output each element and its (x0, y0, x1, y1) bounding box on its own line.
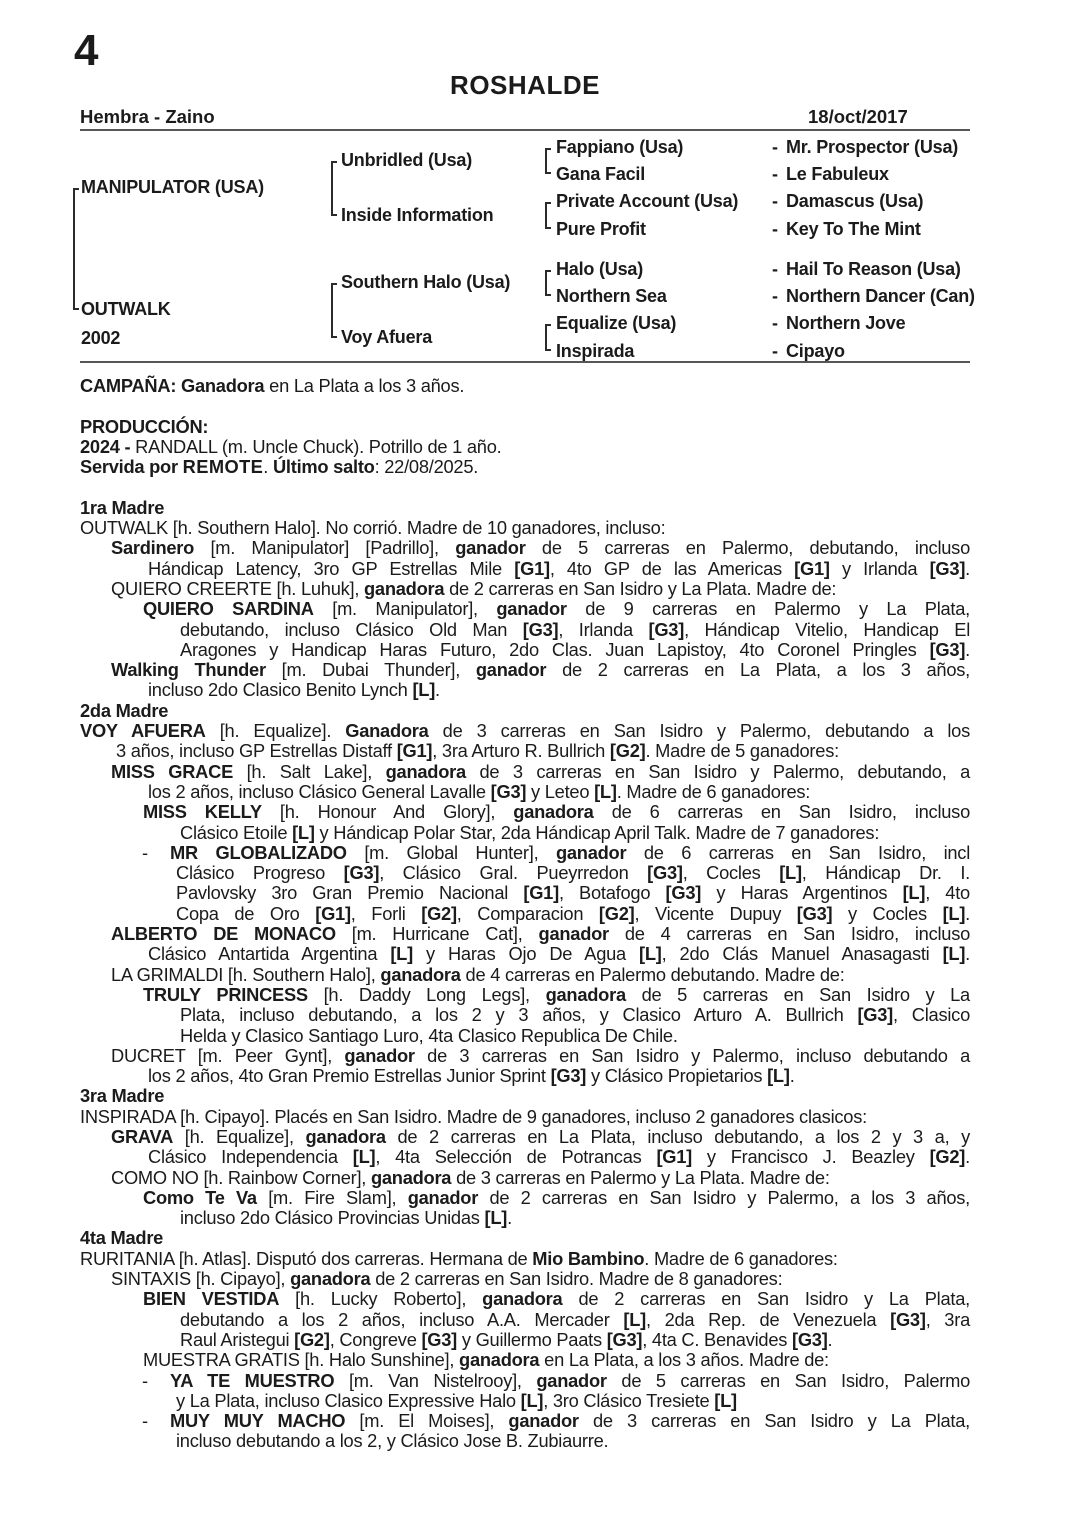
text-segment: YA TE MUESTRO (170, 1369, 335, 1391)
text-segment: [L] (714, 1389, 737, 1411)
text-segment: de 2 carreras en San Isidro y Palermo, a los 3 años, (478, 1186, 970, 1208)
text-segment: ganador (536, 1369, 607, 1391)
text-segment: . Madre de 6 ganadores: (644, 1247, 838, 1269)
text-segment: Clásico Etoile (180, 821, 293, 843)
blank-line (80, 396, 970, 416)
text-segment: GRAVA (111, 1125, 174, 1147)
text-segment: [G3] (857, 1004, 894, 1026)
text-segment: , Clásico Gral. Pueyrredon (379, 862, 648, 884)
text-segment: y Hándicap Polar Star, 2da Hándicap April Talk. Madre de 7 ganadores: (314, 821, 880, 843)
body-line (80, 1391, 970, 1411)
body-line (80, 1168, 970, 1188)
text-segment: [L] (594, 780, 617, 802)
pedigree-gen4-name: Key To The Mint (786, 219, 921, 239)
text-segment: ganador (508, 1410, 579, 1432)
text-segment: de 2 carreras en San Isidro y La Plata, (562, 1288, 970, 1310)
text-segment: , Botafogo (558, 882, 666, 904)
text-segment: de 6 carreras en San Isidro, incluso (593, 801, 970, 823)
blank-line (80, 477, 970, 497)
text-segment: , Forli (350, 902, 422, 924)
section-heading: PRODUCCIÓN: (80, 415, 209, 437)
body-line (80, 904, 970, 924)
body-line (80, 843, 970, 863)
text-segment: en La Plata, a los 3 años. Madre de: (539, 1349, 829, 1371)
pedigree-dam: OUTWALK (81, 299, 171, 319)
text-segment: de 3 carreras en San Isidro y La Plata, (578, 1410, 970, 1432)
text-segment: [G1] (656, 1146, 692, 1168)
text-segment: MISS KELLY (143, 801, 262, 823)
text-segment: . (827, 1328, 833, 1350)
pedigree-dash: - (772, 191, 778, 211)
pedigree-gen3-name: Halo (Usa) (556, 259, 644, 279)
text-segment: [G3] (522, 618, 559, 640)
text-segment: incluso 2do Clásico Provincias Unidas (180, 1207, 485, 1229)
pedigree-gen2-name: Unbridled (Usa) (341, 150, 473, 170)
text-segment: [L] (942, 902, 966, 924)
text-segment: [m. Manipulator], (313, 598, 497, 620)
text-segment: ganadora (305, 1125, 386, 1147)
text-segment: [G3] (929, 557, 966, 579)
body-line (80, 1371, 970, 1391)
text-segment: Clásico Independencia (148, 1146, 353, 1168)
text-segment: y Francisco J. Beazley (692, 1146, 930, 1168)
pedigree-bracket (545, 148, 551, 174)
body-line (80, 1107, 970, 1127)
text-segment: Clásico Progreso (176, 862, 344, 884)
pedigree-gen4-name: Northern Jove (786, 313, 906, 333)
text-segment: LA GRIMALDI [h. Southern Halo], (111, 963, 381, 985)
text-segment: [L] (639, 943, 662, 965)
text-segment: [L] (352, 1146, 376, 1168)
text-segment: [L] (292, 821, 315, 843)
text-segment: RANDALL (m. Uncle Chuck). Potrillo de 1 año. (135, 435, 502, 457)
text-segment: MISS GRACE (111, 760, 234, 782)
pedigree-gen3-name: Pure Profit (556, 219, 646, 239)
text-segment: ganadora (385, 760, 466, 782)
text-segment: [h. Daddy Long Legs], (307, 983, 546, 1005)
text-segment: , 4to (925, 882, 970, 904)
text-segment: , 2do Clás Manuel Anasagasti (661, 943, 943, 965)
dash-bullet: - (142, 841, 148, 863)
text-segment: Pavlovsky 3ro Gran Premio Nacional (176, 882, 524, 904)
pedigree-gen3-name: Inspirada (556, 341, 635, 361)
text-segment: de 3 carreras en San Isidro y Palermo, debutando, a (465, 760, 971, 782)
text-segment: [G2] (609, 740, 646, 762)
text-segment: de 3 carreras en Palermo y La Plata. Madre de: (451, 1166, 830, 1188)
text-segment: Hándicap Latency, 3ro GP Estrellas Mile (148, 557, 515, 579)
text-segment: ganadora (482, 1288, 563, 1310)
text-segment: de 2 carreras en San Isidro y La Plata. Madre de: (444, 577, 837, 599)
text-segment: COMO NO [h. Rainbow Corner], (111, 1166, 371, 1188)
text-segment: Walking Thunder (111, 659, 266, 681)
text-segment: , Vicente Dupuy (634, 902, 797, 924)
text-segment: [G3] (606, 1328, 643, 1350)
text-segment: incluso 2do Clasico Benito Lynch (148, 679, 413, 701)
text-segment: [G1] (315, 902, 351, 924)
text-segment: ganador (555, 841, 627, 863)
body-line (80, 1188, 970, 1208)
text-segment: REMOTE (182, 456, 264, 478)
body-line (80, 944, 970, 964)
text-segment: , 3ra (925, 1308, 970, 1330)
body-line (80, 640, 970, 660)
text-segment: y Leteo (526, 780, 595, 802)
text-segment: de 5 carreras en San Isidro y La (625, 983, 970, 1005)
text-segment: [G3] (791, 1328, 828, 1350)
body-line (80, 1330, 970, 1350)
page-number: 4 (74, 26, 98, 75)
text-segment: [G3] (490, 780, 527, 802)
text-segment: 2024 - (80, 435, 136, 457)
text-segment: , 2da Rep. de Venezuela (645, 1308, 891, 1330)
sex-coat-label: Hembra - Zaino (80, 106, 215, 127)
text-segment: 3 años, incluso GP Estrellas Distaff (116, 740, 397, 762)
text-segment: , 4ta C. Benavides (642, 1328, 792, 1350)
body-line (80, 1147, 970, 1167)
text-segment: Plata, incluso debutando, a los 2 y 3 años, y Clasico Arturo A. Bullrich (180, 1004, 858, 1026)
text-segment: : 22/08/2025. (374, 456, 479, 478)
text-segment: [G3] (665, 882, 702, 904)
dash-bullet: - (142, 1369, 148, 1391)
text-segment: Helda y Clasico Santiago Luro, 4ta Clasico Republica De Chile. (180, 1024, 678, 1046)
text-segment: [L] (412, 679, 436, 701)
text-segment: de 6 carreras en San Isidro, incl (626, 841, 971, 863)
text-segment: Servida por (80, 456, 183, 478)
body-line (80, 538, 970, 558)
body-line (80, 1411, 970, 1431)
text-segment: ganador (344, 1044, 415, 1066)
pedigree-gen2-name: Inside Information (341, 205, 494, 225)
text-segment: INSPIRADA [h. Cipayo]. Placés en San Isidro. Madre de 9 ganadores, incluso 2 ganadores clasicos: (80, 1105, 867, 1127)
body-line (80, 1289, 970, 1309)
text-segment: de 4 carreras en Palermo debutando. Madre de: (460, 963, 845, 985)
text-segment: ganadora (370, 1166, 452, 1188)
pedigree-bracket (73, 188, 79, 310)
text-segment: Ganadora (345, 720, 429, 742)
text-segment: [m. Global Hunter], (346, 841, 556, 863)
pedigree-gen3-name: Fappiano (Usa) (556, 137, 684, 157)
text-segment: de 2 carreras en La Plata, incluso debutando, a los 2 y 3 a, y (385, 1125, 970, 1147)
text-segment: incluso debutando a los 2, y Clásico Jose B. Zubiaurre. (176, 1430, 609, 1452)
text-segment: . (965, 902, 970, 924)
pedigree-dash: - (772, 164, 778, 184)
text-segment: Raul Aristegui (180, 1328, 295, 1350)
body-line (80, 721, 970, 741)
text-segment: en La Plata a los 3 años. (264, 375, 465, 396)
body-line (80, 660, 970, 680)
pedigree-dash: - (772, 219, 778, 239)
body-line (80, 1350, 970, 1370)
text-segment: MUY MUY MACHO (170, 1410, 346, 1432)
text-segment: MUESTRA GRATIS [h. Halo Sunshine], (143, 1349, 460, 1371)
text-segment: , Irlanda (558, 618, 649, 640)
text-segment: [L] (779, 862, 802, 884)
body-line (80, 376, 970, 396)
text-segment: [m. Hurricane Cat], (335, 923, 539, 945)
text-segment: . Madre de 5 ganadores: (645, 740, 839, 762)
section-heading: 4ta Madre (80, 1227, 164, 1249)
body-line (80, 518, 970, 538)
section-heading: 1ra Madre (80, 496, 165, 518)
pedigree-sire: MANIPULATOR (USA) (81, 177, 264, 197)
text-segment: [m. El Moises], (345, 1410, 509, 1432)
text-segment: , 4ta Selección de Potrancas (375, 1146, 657, 1168)
body-line (80, 741, 970, 761)
text-segment: y Haras Argentinos (701, 882, 903, 904)
body-line (80, 579, 970, 599)
text-segment: ganadora (459, 1349, 540, 1371)
text-segment: . (263, 456, 273, 478)
pedigree-dash: - (772, 259, 778, 279)
pedigree-gen4-name: Le Fabuleux (786, 164, 889, 184)
text-segment: de 2 carreras en San Isidro. Madre de 8 ganadores: (370, 1268, 783, 1290)
text-segment: [G3] (648, 618, 685, 640)
text-segment: [G2] (421, 902, 457, 924)
text-segment: , Hándicap Dr. I. (801, 862, 971, 884)
text-segment: , Congreve (329, 1328, 422, 1350)
text-segment: de 2 carreras en La Plata, a los 3 años, (546, 659, 970, 681)
text-segment: Como Te Va (143, 1186, 257, 1208)
text-segment: [G3] (421, 1328, 458, 1350)
pedigree-rule (80, 361, 970, 363)
body-line (80, 1066, 970, 1086)
text-segment: de 3 carreras en San Isidro y Palermo, incluso debutando a (414, 1044, 970, 1066)
body-line (80, 1431, 970, 1451)
body-line (80, 620, 970, 640)
text-segment: [h. Equalize], (173, 1125, 306, 1147)
text-segment: de 4 carreras en San Isidro, incluso (608, 923, 971, 945)
text-segment: , 3ra Arturo R. Bullrich (432, 740, 610, 762)
text-segment: [G1] (794, 557, 830, 579)
text-segment: . (965, 557, 970, 579)
text-segment: Último salto (272, 456, 375, 478)
text-segment: . Madre de 6 ganadores: (616, 780, 811, 802)
text-segment: ganadora (290, 1268, 371, 1290)
text-segment: DUCRET [m. Peer Gynt], (111, 1044, 345, 1066)
text-segment: [G3] (890, 1308, 926, 1330)
text-segment: de 5 carreras en Palermo, debutando, incluso (525, 537, 970, 559)
body-line (80, 823, 970, 843)
text-segment: [m. Dubai Thunder], (265, 659, 476, 681)
text-segment: , 3ro Clásico Tresiete (543, 1389, 715, 1411)
text-segment: . (507, 1207, 512, 1229)
text-segment: . (965, 943, 970, 965)
pedigree-gen3-name: Gana Facil (556, 164, 646, 184)
text-segment: ganador (538, 923, 609, 945)
text-segment: [G1] (396, 740, 433, 762)
pedigree-bracket (331, 161, 337, 216)
body-line (80, 863, 970, 883)
pedigree-gen3-name: Private Account (Usa) (556, 191, 739, 211)
section-heading: 3ra Madre (80, 1085, 165, 1107)
pedigree-dash: - (772, 137, 778, 157)
text-segment: de 3 carreras en San Isidro y Palermo, debutando a los (428, 720, 970, 742)
text-segment: Sardinero (111, 537, 195, 559)
body-line (80, 802, 970, 822)
body-line (80, 1269, 970, 1289)
pedigree-gen3-name: Northern Sea (556, 286, 667, 306)
pedigree-gen2-name: Voy Afuera (341, 327, 433, 347)
body-line (80, 1046, 970, 1066)
text-segment: . (435, 679, 440, 701)
text-segment: de 9 carreras en Palermo y La Plata, (566, 598, 971, 620)
pedigree-table (0, 0, 1080, 370)
text-segment: ganadora (364, 577, 445, 599)
body-line (80, 965, 970, 985)
text-segment: [G2] (929, 1146, 966, 1168)
text-segment: SINTAXIS [h. Cipayo], (111, 1268, 291, 1290)
body-line (80, 1310, 970, 1330)
text-segment: CAMPAÑA: Ganadora (80, 375, 265, 396)
text-segment: ganador (407, 1186, 479, 1208)
text-segment: ganadora (380, 963, 461, 985)
pedigree-gen4-name: Northern Dancer (Can) (786, 286, 975, 306)
text-segment: QUIERO CREERTE [h. Luhuk], (111, 577, 364, 599)
text-segment: , 4to GP de las Americas (549, 557, 795, 579)
page-title: ROSHALDE (450, 70, 600, 100)
pedigree-gen4-name: Damascus (Usa) (786, 191, 924, 211)
pedigree-bracket (331, 283, 337, 338)
text-segment: [G3] (929, 638, 966, 660)
pedigree-dash: - (772, 313, 778, 333)
text-segment: [L] (390, 943, 413, 965)
text-segment: [L] (520, 1389, 544, 1411)
body-line (80, 559, 970, 579)
text-segment: . (789, 1065, 795, 1087)
text-segment: , Hándicap Vitelio, Handicap El (684, 618, 971, 640)
text-segment: , Comparacion (456, 902, 599, 924)
pedigree-bracket (545, 324, 551, 351)
text-segment: [G3] (343, 862, 380, 884)
text-segment: OUTWALK [h. Southern Halo]. No corrió. Madre de 10 ganadores, incluso: (80, 517, 666, 539)
text-segment: RURITANIA [h. Atlas]. Disputó dos carreras. Hermana de (80, 1247, 533, 1269)
text-segment: [G2] (294, 1328, 330, 1350)
pedigree-dash: - (772, 341, 778, 361)
text-segment: [L] (484, 1207, 508, 1229)
text-segment: [G3] (796, 902, 833, 924)
text-segment: [L] (767, 1065, 790, 1087)
text-segment: y Guillermo Paats (457, 1328, 607, 1350)
text-segment: los 2 años, 4to Gran Premio Estrellas Junior Sprint (148, 1065, 551, 1087)
text-segment: ganadora (545, 983, 626, 1005)
body-line (80, 1127, 970, 1147)
text-segment: , Clasico (893, 1004, 970, 1026)
catalog-date: 18/oct/2017 (808, 106, 908, 127)
text-segment: [L] (942, 943, 966, 965)
text-segment: TRULY PRINCESS (143, 983, 308, 1005)
pedigree-gen4-name: Mr. Prospector (Usa) (786, 137, 959, 157)
pedigree-gen3-name: Equalize (Usa) (556, 313, 677, 333)
pedigree-text-body (80, 376, 970, 1452)
text-segment: [h. Salt Lake], (233, 760, 386, 782)
text-segment: ganador (496, 598, 567, 620)
text-segment: [G2] (598, 902, 635, 924)
pedigree-gen4-name: Hail To Reason (Usa) (786, 259, 961, 279)
text-segment: QUIERO SARDINA (143, 598, 314, 620)
body-line (80, 680, 970, 700)
pedigree-bracket (545, 270, 551, 296)
body-line (80, 1249, 970, 1269)
text-segment: Clásico Antartida Argentina (148, 943, 391, 965)
text-segment: [G1] (514, 557, 550, 579)
pedigree-gen4-name: Cipayo (786, 341, 845, 361)
text-segment: [L] (902, 882, 926, 904)
body-line (80, 457, 970, 477)
body-line (80, 1208, 970, 1228)
pedigree-dash: - (772, 286, 778, 306)
body-line (80, 599, 970, 619)
text-segment: debutando a los 2 años, incluso A.A. Mercader (180, 1308, 624, 1330)
text-segment: de 5 carreras en San Isidro, Palermo (606, 1369, 970, 1391)
text-segment: debutando, incluso Clásico Old Man (180, 618, 523, 640)
text-segment: , Cocles (682, 862, 780, 884)
body-line (80, 782, 970, 802)
body-line (80, 437, 970, 457)
text-segment: y Cocles (832, 902, 943, 924)
text-segment: [G3] (550, 1065, 587, 1087)
text-segment: [h. Equalize]. (205, 720, 346, 742)
text-segment: [L] (623, 1308, 646, 1330)
pedigree-bracket (545, 202, 551, 229)
text-segment: . (965, 638, 970, 660)
text-segment: ganador (455, 537, 526, 559)
body-line (80, 1026, 970, 1046)
text-segment: y Clásico Propietarios (586, 1065, 768, 1087)
section-heading: 2da Madre (80, 699, 169, 721)
body-line (80, 924, 970, 944)
text-segment: . (965, 1146, 970, 1168)
text-segment: VOY AFUERA (80, 720, 206, 742)
pedigree-gen2-name: Southern Halo (Usa) (341, 272, 511, 292)
text-segment: [m. Manipulator] [Padrillo], (194, 537, 456, 559)
text-segment: Copa de Oro (176, 902, 316, 924)
text-segment: y La Plata, incluso Clasico Expressive Halo (176, 1389, 521, 1411)
dash-bullet: - (142, 1410, 148, 1432)
text-segment: [h. Honour And Glory], (261, 801, 514, 823)
body-line (80, 985, 970, 1005)
text-segment: y Haras Ojo De Agua (412, 943, 640, 965)
text-segment: BIEN VESTIDA (143, 1288, 280, 1310)
text-segment: Mio Bambino (532, 1247, 645, 1269)
text-segment: [m. Fire Slam], (256, 1186, 408, 1208)
text-segment: MR GLOBALIZADO (170, 841, 347, 863)
text-segment: [G3] (647, 862, 683, 884)
text-segment: [h. Lucky Roberto], (279, 1288, 483, 1310)
text-segment: [m. Van Nistelrooy], (334, 1369, 537, 1391)
text-segment: y Irlanda (829, 557, 930, 579)
body-line (80, 762, 970, 782)
body-line (80, 1005, 970, 1025)
body-line (80, 883, 970, 903)
text-segment: Aragones y Handicap Haras Futuro, 2do Clas. Juan Lapistoy, 4to Coronel Pringles (180, 638, 930, 660)
text-segment: ganadora (513, 801, 594, 823)
text-segment: ALBERTO DE MONACO (111, 923, 336, 945)
text-segment: ganador (475, 659, 547, 681)
text-segment: [G1] (523, 882, 559, 904)
text-segment: los 2 años, incluso Clásico General Lavalle (148, 780, 491, 802)
pedigree-dam-year: 2002 (81, 328, 121, 348)
